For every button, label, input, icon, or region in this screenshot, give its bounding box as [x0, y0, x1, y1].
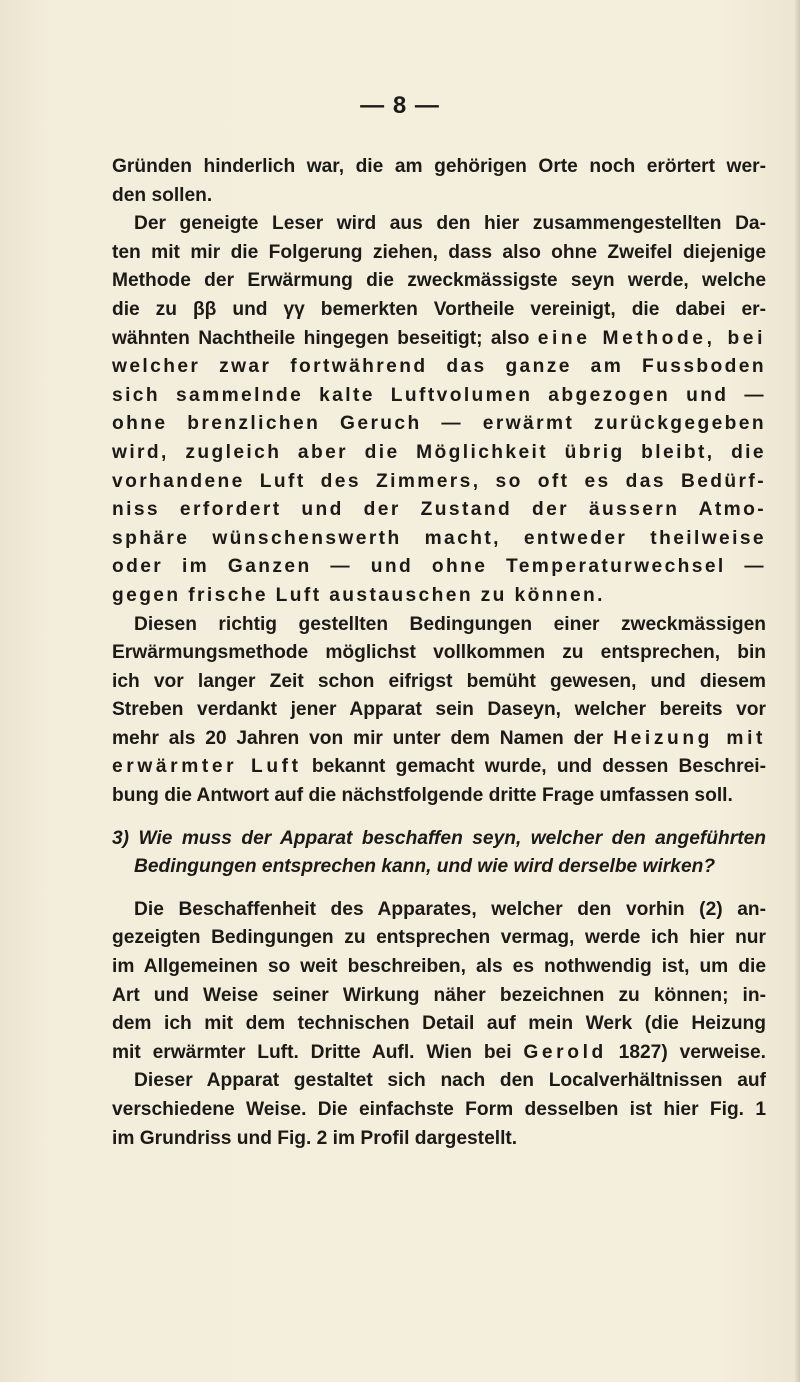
spaced-emphasis-line: sich sammelnde kalte Luftvolumen abgezogen und — [112, 384, 766, 406]
text-line: die zu ββ und γγ bemerkten Vortheile vereinigt, die dabei er- [112, 298, 766, 320]
text-line: im Allgemeinen so weit beschreiben, als es nothwendig ist, um die [112, 956, 766, 978]
page-number: — 8 — [360, 92, 440, 119]
text-line: Gründen hinderlich war, die am gehörigen Orte noch erörtert wer- [112, 156, 766, 177]
text-line-part: mehr als 20 Jahren von mir unter dem Namen der [112, 727, 604, 749]
spaced-emphasis-line: wird, zugleich aber die Möglichkeit übrig bleibt, die [112, 441, 766, 463]
spaced-emphasis-line: ohne brenzlichen Geruch — erwärmt zurückgegeben [112, 413, 766, 435]
text-line: gezeigten Bedingungen zu entsprechen vermag, werde ich hier nur [112, 927, 766, 949]
text-line: Streben verdankt jener Apparat sein Daseyn, welcher bereits vor [112, 699, 766, 721]
text-line [112, 753, 766, 782]
text-line-part: wähnten Nachtheile hingegen beseitigt; also [112, 327, 530, 349]
page-edge-shadow [794, 0, 800, 1382]
text-line: verschiedene Weise. Die einfachste Form desselben ist hier Fig. 1 [112, 1099, 766, 1120]
spaced-emphasis-line: niss erfordert und der Zustand der äussern Atmo- [112, 499, 766, 521]
body-text [112, 153, 766, 1153]
text-line: den sollen. [112, 184, 213, 206]
text-line: Die Beschaffenheit des Apparates, welcher den vorhin (2) an- [134, 898, 766, 920]
spaced-emphasis: Heizung mit [613, 727, 766, 749]
spaced-emphasis-line: welcher zwar fortwährend das ganze am Fussboden [112, 356, 766, 378]
text-line: dem ich mit dem technischen Detail auf mein Werk (die Heizung [112, 1013, 766, 1035]
text-line: bung die Antwort auf die nächstfolgende dritte Frage umfassen soll. [112, 785, 733, 807]
spaced-emphasis-line: oder im Ganzen — und ohne Temperaturwechsel — [112, 556, 766, 578]
text-line [112, 1039, 766, 1068]
text-line: im Grundriss und Fig. 2 im Profil dargestellt. [112, 1127, 518, 1149]
text-line: Methode der Erwärmung die zweckmässigste seyn werde, welche [112, 270, 766, 292]
spaced-emphasis-line: gegen frische Luft austauschen zu können. [112, 584, 605, 606]
text-line-part: bekannt gemacht wurde, und dessen Beschrei- [311, 756, 766, 778]
text-line: Diesen richtig gestellten Bedingungen einer zweckmässigen [134, 613, 766, 635]
text-line-part: 1827) verweise. [618, 1041, 766, 1063]
spaced-emphasis: Gerold [523, 1041, 607, 1063]
text-line: ten mit mir die Folgerung ziehen, dass also ohne Zweifel diejenige [112, 241, 766, 263]
spaced-emphasis-line: vorhandene Luft des Zimmers, so oft es das Bedürf- [112, 470, 766, 492]
text-line-part: mit erwärmter Luft. Dritte Aufl. Wien bei [112, 1041, 512, 1063]
question-heading: 3) Wie muss der Apparat beschaffen seyn, welcher den angeführten [112, 827, 766, 849]
spaced-emphasis: eine Methode, bei [537, 327, 766, 349]
question-heading: Bedingungen entsprechen kann, und wie wird derselbe wirken? [134, 856, 716, 878]
text-line: Dieser Apparat gestaltet sich nach den Localverhältnissen auf [134, 1070, 766, 1092]
spaced-emphasis-line: sphäre wünschenswerth macht, entweder theilweise [112, 527, 766, 549]
text-line: Erwärmungsmethode möglichst vollkommen zu entsprechen, bin [112, 642, 766, 664]
text-line: ich vor langer Zeit schon eifrigst bemüht gewesen, und diesem [112, 670, 766, 692]
text-line [112, 725, 766, 754]
text-line: Der geneigte Leser wird aus den hier zusammengestellten Da- [134, 213, 766, 235]
spaced-emphasis: erwärmter Luft [112, 756, 302, 778]
text-line: Art und Weise seiner Wirkung näher bezeichnen zu können; in- [112, 984, 766, 1006]
text-line [112, 325, 766, 354]
